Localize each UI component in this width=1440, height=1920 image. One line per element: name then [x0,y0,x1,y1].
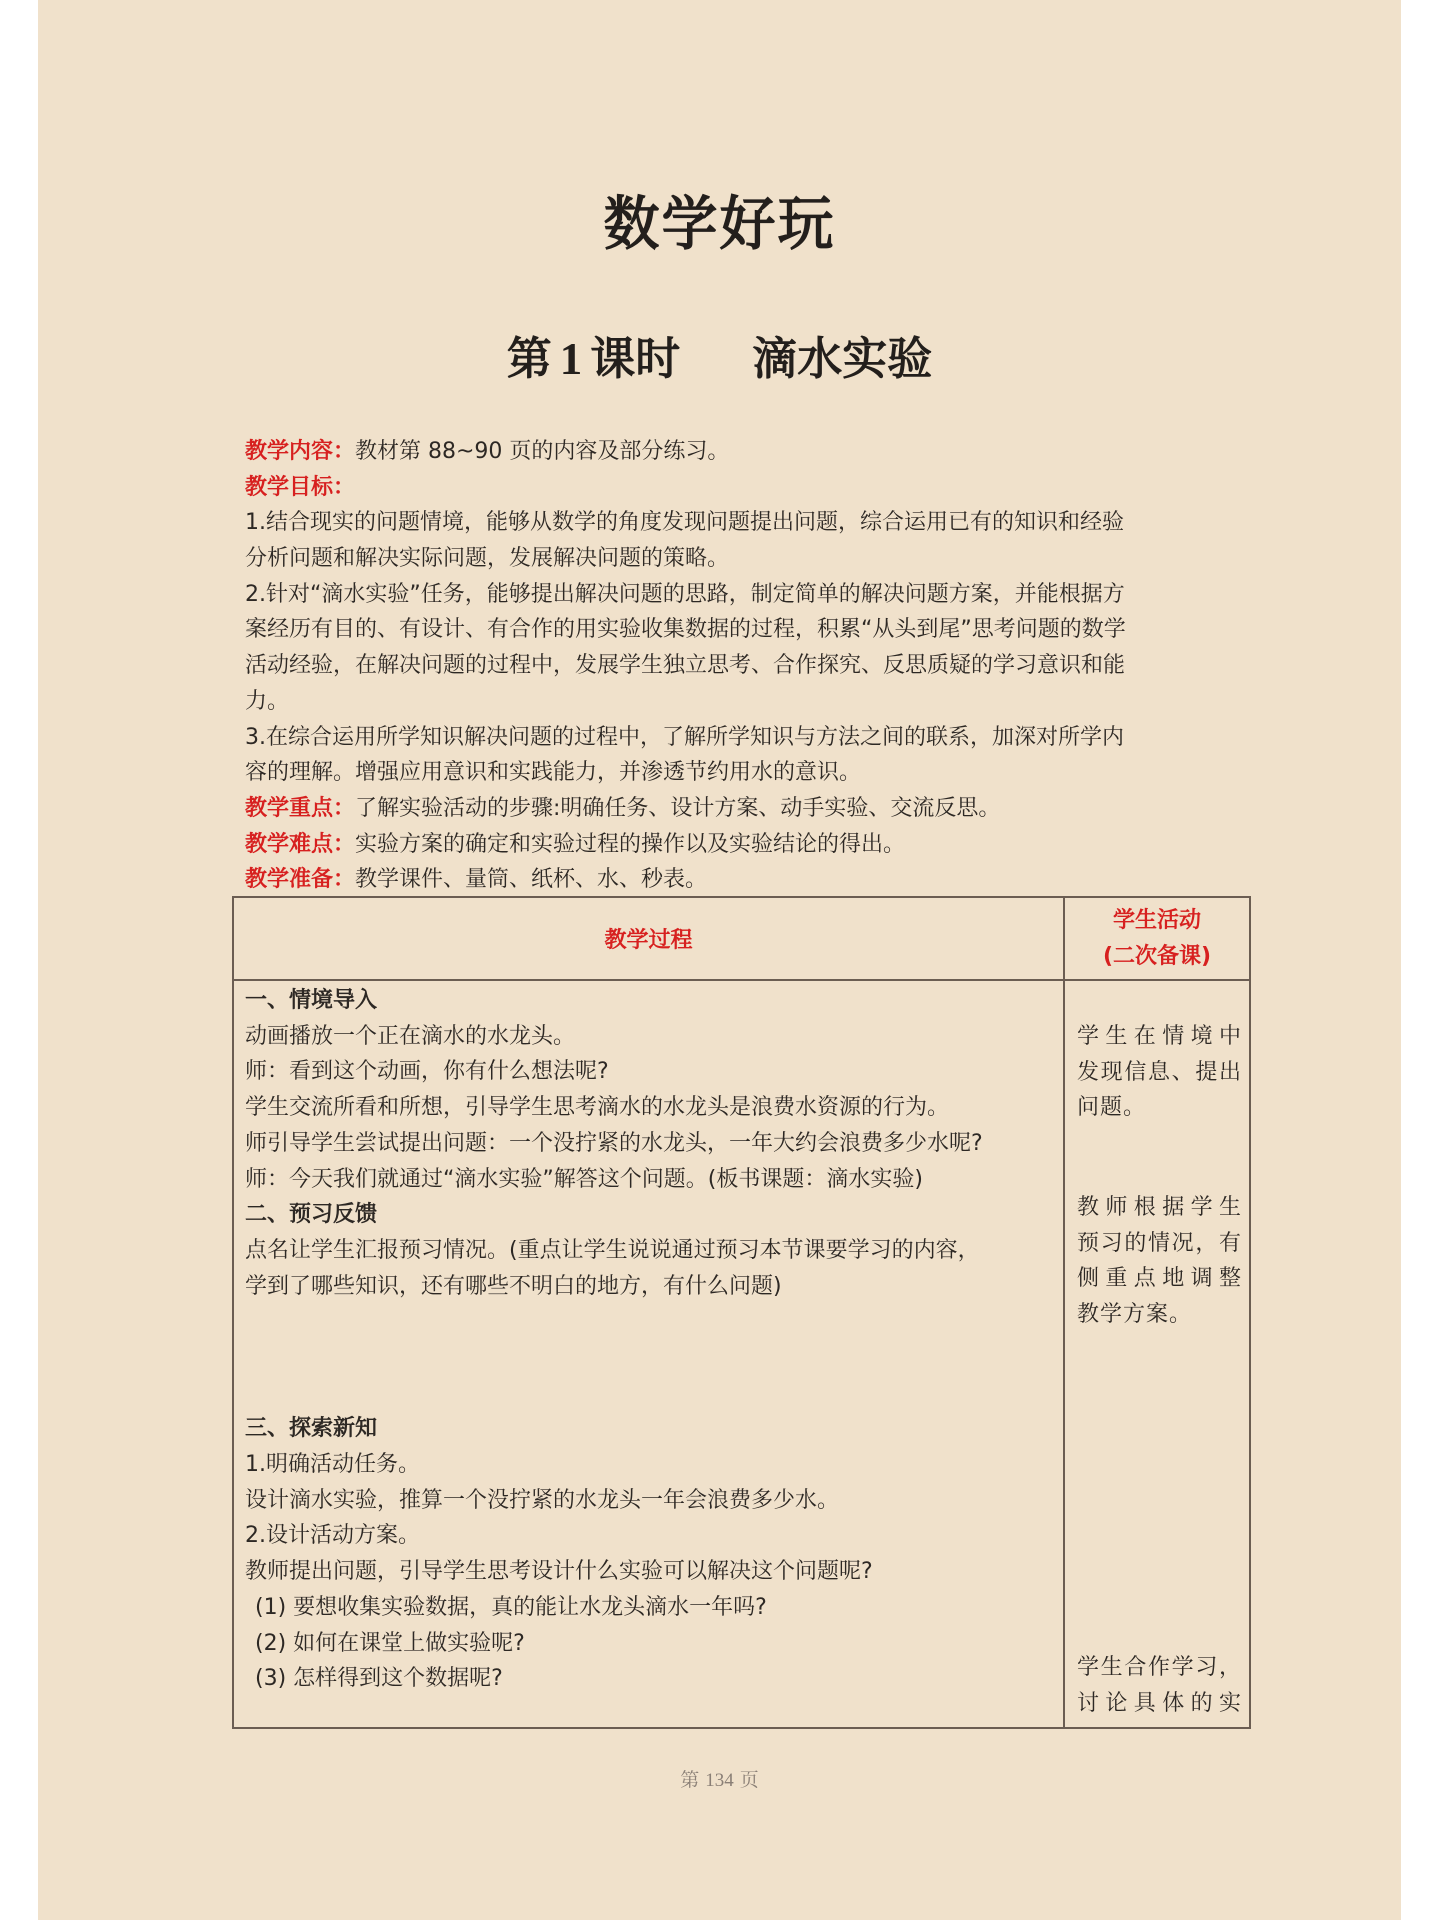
objective-line: 案经历有目的、有设计、有合作的用实验收集数据的过程，积累“从头到尾”思考问题的数学 [245,617,1126,643]
process-line: 2.设计活动方案。 [245,1523,420,1549]
note-line: 发现信息、提出 [1077,1059,1242,1085]
page-title: 数学好玩 [603,190,836,259]
page-number-prefix: 第 [680,1769,700,1791]
process-line: 学到了哪些知识，还有哪些不明白的地方，有什么问题) [245,1273,782,1299]
process-line: 教师提出问题，引导学生思考设计什么实验可以解决这个问题呢? [245,1559,873,1585]
process-line: 师：看到这个动画，你有什么想法呢? [245,1059,609,1085]
objective-line: 3.在综合运用所学知识解决问题的过程中，了解所学知识与方法之间的联系，加深对所学内 [245,724,1124,750]
section-heading-intro: 一、情境导入 [245,988,378,1013]
key-points-label: 教学重点： [245,795,356,821]
lesson-topic: 滴水实验 [752,332,933,385]
section-heading-preview: 二、预习反馈 [245,1202,378,1228]
teaching-objectives-heading [245,470,1235,506]
header-divider [234,979,1249,981]
teaching-objectives-label: 教学目标： [245,474,356,500]
objective-line: 2.针对“滴水实验”任务，能够提出解决问题的思路，制定简单的解决问题方案，并能根据方 [245,581,1125,607]
process-line: 学生交流所看和所想，引导学生思考滴水的水龙头是浪费水资源的行为。 [245,1095,950,1121]
key-points [245,791,1235,827]
note-line: 学生合作学习， [1077,1655,1242,1680]
column-divider [1063,898,1065,1727]
objective-line: 容的理解。增强应用意识和实践能力，并渗透节约用水的意识。 [245,760,862,786]
objective-line: 力。 [245,688,290,714]
objective-line: 分析问题和解决实际问题，发展解决问题的策略。 [245,546,730,572]
teaching-content-label: 教学内容： [245,439,356,464]
preparation-label: 教学准备： [245,867,356,893]
note-line: 预习的情况，有 [1077,1230,1242,1256]
teaching-content-text: 教材第 88~90 页的内容及部分练习。 [355,439,730,464]
header-student-activity [1065,898,1249,979]
lesson-title [38,322,1401,387]
process-line: 师：今天我们就通过“滴水实验”解答这个问题。(板书课题：滴水实验) [245,1166,923,1192]
document-page [38,0,1401,1920]
note-line: 教师根据学生 [1077,1195,1242,1220]
lesson-meta [245,434,1235,898]
teaching-process-cell [245,983,1060,1697]
student-activity-note-3 [1077,1650,1242,1721]
process-line: 师引导学生尝试提出问题：一个没拧紧的水龙头，一年大约会浪费多少水呢? [245,1130,983,1156]
key-points-text: 了解实验活动的步骤:明确任务、设计方案、动手实验、交流反思。 [355,795,1001,821]
note-line: 教学方案。 [1077,1302,1193,1328]
note-line: 侧重点地调整 [1077,1266,1242,1292]
difficulties-label: 教学难点： [245,831,356,857]
header-student-activity-line2: (二次备课) [1102,943,1212,969]
objective-line: 活动经验，在解决问题的过程中，发展学生独立思考、合作探究、反思质疑的学习意识和能 [245,653,1126,679]
note-line: 讨论具体的实 [1077,1690,1242,1716]
note-line: 学生在情境中 [1077,1024,1242,1049]
teaching-process-table [232,896,1251,1729]
header-student-activity-line1: 学生活动 [1112,907,1201,933]
page-number [38,1765,1401,1792]
section-heading-explore: 三、探索新知 [245,1416,378,1442]
page-number-value: 134 [705,1770,734,1791]
teaching-content [245,434,1235,470]
difficulties-text: 实验方案的确定和实验过程的操作以及实验结论的得出。 [355,831,906,857]
lesson-prefix: 第 [506,332,552,385]
preparation-text: 教学课件、量筒、纸杯、水、秒表。 [355,867,708,893]
process-line: 动画播放一个正在滴水的水龙头。 [245,1023,576,1049]
sub-question: (1) 要想收集实验数据，真的能让水龙头滴水一年吗? [255,1594,767,1620]
lesson-number: 1 [559,334,583,384]
sub-question: (2) 如何在课堂上做实验呢? [255,1630,525,1656]
student-activity-note-2 [1077,1190,1242,1333]
lesson-suffix: 课时 [590,332,681,385]
student-activity-note-1 [1077,1019,1242,1126]
process-line: 1.明确活动任务。 [245,1452,420,1478]
process-line: 点名让学生汇报预习情况。(重点让学生说说通过预习本节课要学习的内容， [245,1237,980,1263]
preparation [245,862,1235,898]
difficulties [245,827,1235,863]
note-line: 问题。 [1077,1095,1147,1121]
page-number-suffix: 页 [739,1769,759,1791]
header-teaching-process: 教学过程 [604,928,693,953]
objective-line: 1.结合现实的问题情境，能够从数学的角度发现问题提出问题，综合运用已有的知识和经验 [245,510,1124,536]
process-line: 设计滴水实验，推算一个没拧紧的水龙头一年会浪费多少水。 [245,1487,840,1513]
sub-question: (3) 怎样得到这个数据呢? [255,1666,503,1692]
